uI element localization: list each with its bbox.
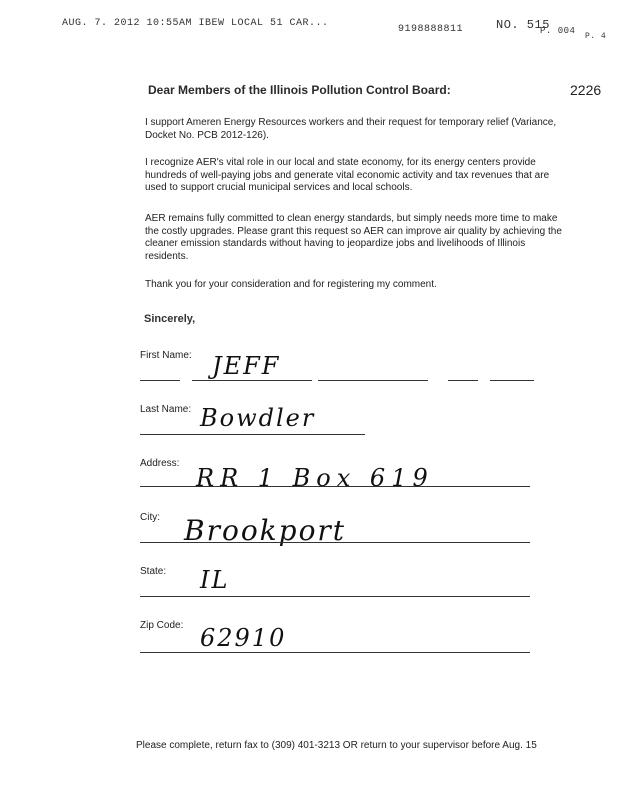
fax-header-job-no: NO. 515 — [496, 18, 550, 32]
zip-code-line — [140, 652, 530, 653]
paragraph-recognize: I recognize AER's vital role in our local and state economy, for its energy centers provide hundreds of well-paying jobs and generate vital economic activity and tax revenues that are used to support crucial municipal services and local schools. — [145, 157, 550, 193]
first-name-line — [140, 380, 180, 381]
fax-header-left: AUG. 7. 2012 10:55AM IBEW LOCAL 51 CAR... — [62, 18, 329, 29]
first-name-line — [448, 380, 478, 381]
first-name-line — [318, 380, 428, 381]
zip-code-field[interactable] — [140, 620, 540, 660]
first-name-field[interactable] — [140, 350, 540, 390]
address-value: RR 1 Box 619 — [196, 464, 434, 492]
first-name-line — [192, 380, 312, 381]
zip-code-value: 62910 — [200, 624, 287, 652]
address-label: Address: — [140, 458, 180, 469]
city-line — [140, 542, 530, 543]
paragraph-support: I support Ameren Energy Resources workers and their request for temporary relief (Variance, Docket No. PCB 2012-126). — [145, 117, 557, 141]
last-name-label: Last Name: — [140, 404, 192, 415]
zip-code-label: Zip Code: — [140, 620, 184, 631]
state-value: IL — [200, 566, 230, 594]
closing: Sincerely, — [144, 313, 196, 325]
city-label: City: — [140, 512, 160, 523]
fax-header-page: P. 004 — [540, 26, 576, 36]
fax-header — [0, 12, 619, 40]
fax-header-number: 9198888811 — [398, 24, 464, 35]
last-name-field[interactable] — [140, 404, 540, 444]
last-name-line — [140, 434, 365, 435]
paragraph-thanks: Thank you for your consideration and for registering my comment. — [145, 279, 437, 290]
state-line — [140, 596, 530, 597]
address-line — [140, 486, 530, 487]
footer-instructions: Please complete, return fax to (309) 401-3213 OR return to your supervisor before Aug. 15 — [136, 740, 537, 751]
address-field[interactable] — [140, 458, 540, 498]
city-field[interactable] — [140, 512, 540, 552]
fax-header-total: P. 4 — [585, 32, 607, 41]
first-name-label: First Name: — [140, 350, 192, 361]
state-field[interactable] — [140, 566, 540, 606]
first-name-value: JEFF — [212, 352, 281, 380]
state-label: State: — [140, 566, 167, 577]
paragraph-commitment: AER remains fully committed to clean energy standards, but simply needs more time to make the costly upgrades. Please grant this request so AER can improve air quality by achieving the cleaner emission standards without having to jeopardize jobs and livelihoods of Illinois residents. — [145, 213, 562, 262]
document-number: 2226 — [570, 82, 602, 98]
salutation: Dear Members of the Illinois Pollution Control Board: — [148, 83, 451, 97]
last-name-value: Bowdler — [200, 404, 316, 432]
city-value: Brookport — [184, 514, 347, 547]
first-name-line — [490, 380, 534, 381]
